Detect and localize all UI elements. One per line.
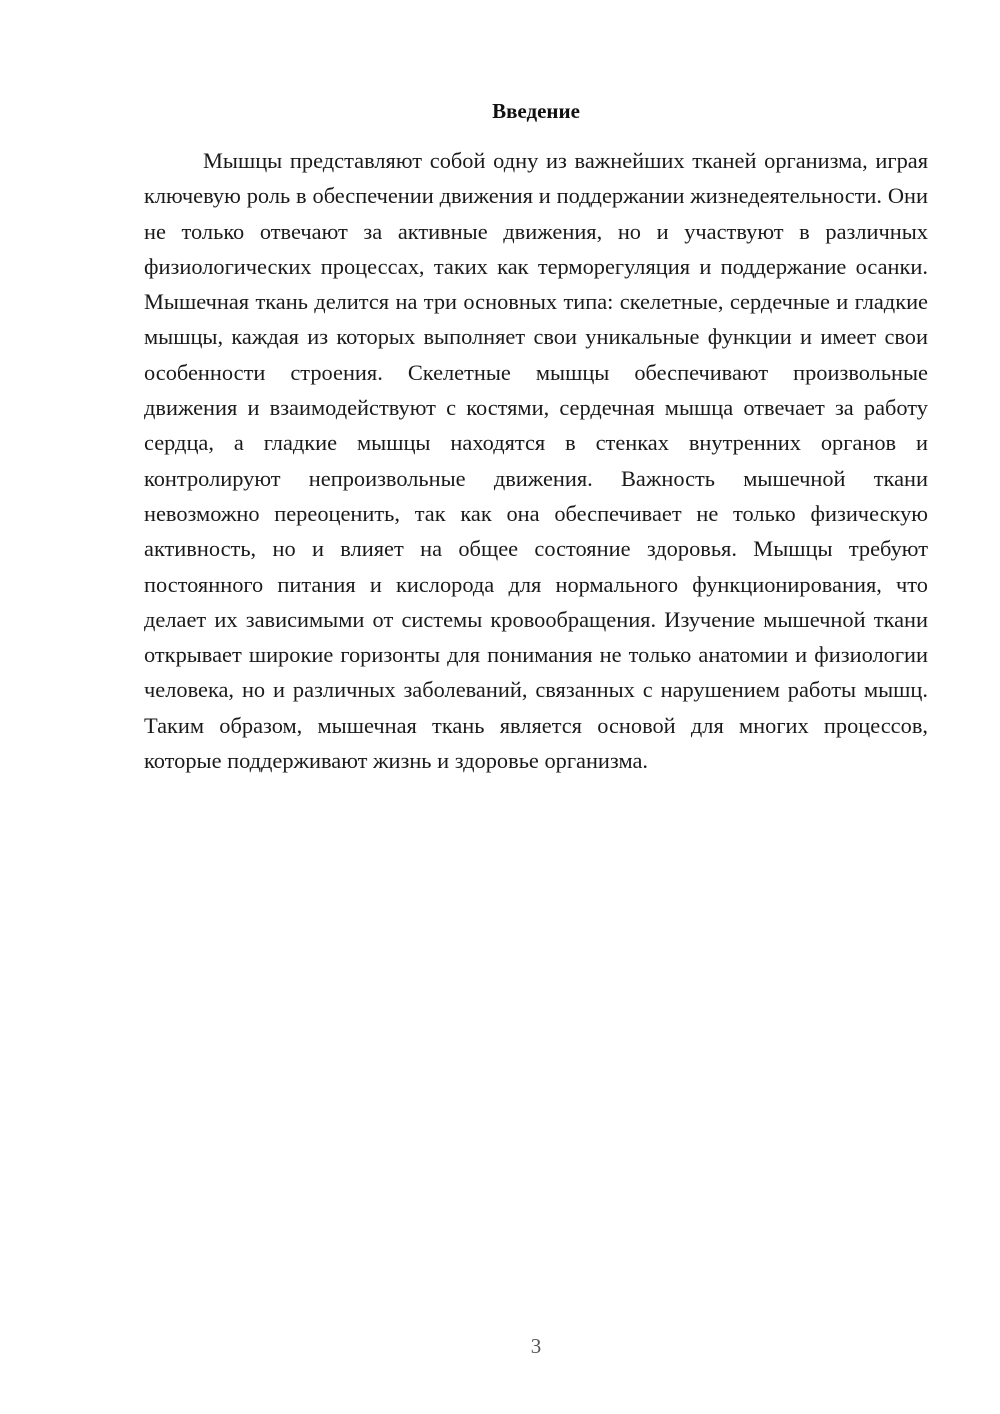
body-paragraph: Мышцы представляют собой одну из важнейших тканей организма, играя ключевую роль в обеспечении движения и поддержании жизнедеятельности. Они не только отвечают за активные движения, но и участвуют в различных физиологических процессах, таких как терморегуляция и поддержание осанки. Мышечная ткань делится на три основных типа: скелетные, сердечные и гладкие мышцы, каждая из которых выполняет свои уникальные функции и имеет свои особенности строения. Скелетные мышцы обеспечивают произвольные движения и взаимодействуют с костями, сердечная мышца отвечает за работу сердца, а гладкие мышцы находятся в стенках внутренних органов и контролируют непроизвольные движения. Важность мышечной ткани невозможно переоценить, так как она обеспечивает не только физическую активность, но и влияет на общее состояние здоровья. Мышцы требуют постоянного питания и кислорода для нормального функционирования, что делает их зависимыми от системы кровообращения. Изучение мышечной ткани открывает широкие горизонты для понимания не только анатомии и физиологии человека, но и различных заболеваний, связанных с нарушением работы мышц. Таким образом, мышечная ткань является основой для многих процессов, которые поддерживают жизнь и здоровье организма. (144, 148, 928, 774)
page-number: 3 (530, 1334, 542, 1358)
section-heading: Введение (492, 99, 580, 123)
